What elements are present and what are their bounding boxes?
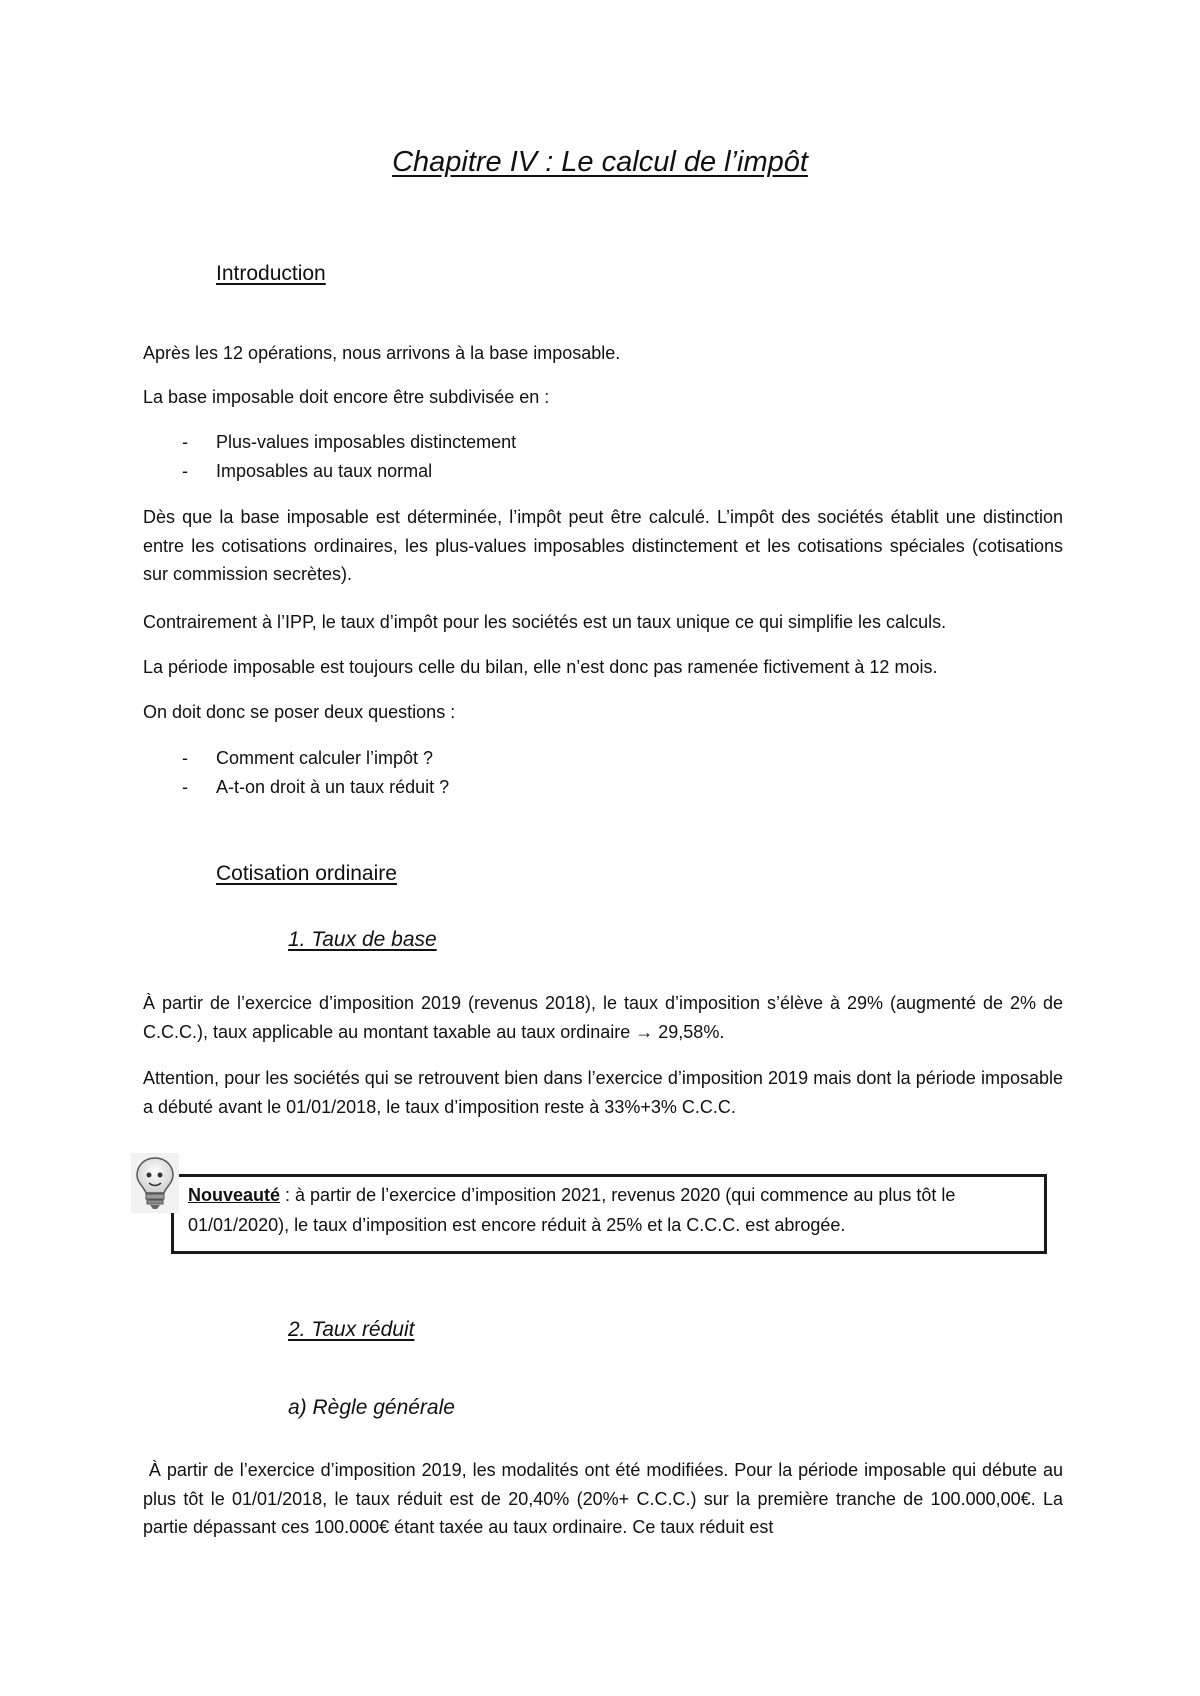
heading-cotisation-ordinaire: Cotisation ordinaire (216, 862, 397, 885)
list-dash: - (182, 748, 188, 768)
list-dash: - (182, 777, 188, 797)
list-item (182, 428, 516, 456)
intro-paragraph-1: Après les 12 opérations, nous arrivons à la base imposable. (143, 343, 621, 363)
notice-text (188, 1180, 1036, 1240)
intro-paragraph-4: Contrairement à l’IPP, le taux d’impôt pour les sociétés est un taux unique ce qui simplifie les calculs. (143, 612, 947, 632)
notice-body: : à partir de l’exercice d’imposition 2021, revenus 2020 (qui commence au plus tôt le 01/01/2020), le taux d’imposition est encore réduit à 25% et la C.C.C. est abrogée. (188, 1185, 956, 1235)
list-dash: - (182, 432, 188, 452)
intro-paragraph-3: Dès que la base imposable est déterminée, l’impôt peut être calculé. L’impôt des sociétés établit une distinction entre les cotisations ordinaires, les plus-values imposables distinctement et les cotisations spéciales (cotisations sur commission secrètes). (143, 507, 1063, 584)
intro-paragraph-5: La période imposable est toujours celle du bilan, elle n’est donc pas ramenée fictivement à 12 mois. (143, 657, 938, 677)
lightbulb-icon (131, 1153, 179, 1213)
page-title: Chapitre IV : Le calcul de l’impôt (392, 146, 808, 178)
list-item (182, 457, 432, 485)
heading-regle-generale: a) Règle générale (288, 1396, 455, 1419)
notice-label: Nouveauté (188, 1185, 281, 1205)
list-item (182, 773, 449, 801)
list-item (182, 744, 433, 772)
intro-paragraph-2: La base imposable doit encore être subdivisée en : (143, 387, 550, 407)
list-item-text: A-t-on droit à un taux réduit ? (216, 777, 450, 797)
taux-base-paragraph-1: À partir de l’exercice d’imposition 2019 (revenus 2018), le taux d’imposition s’élève à 29% (augmenté de 2% de C.C.C.), taux applicable au montant taxable au taux ordinaire → 29,58%. (143, 993, 1063, 1042)
taux-reduit-paragraph-1: À partir de l’exercice d’imposition 2019, les modalités ont été modifiées. Pour la période imposable qui débute au plus tôt le 01/01/2018, le taux réduit est de 20,40% (20%+ C.C.C.) sur la première tranche de 100.000,00€. La partie dépassant ces 100.000€ étant taxée au taux ordinaire. Ce taux réduit est (143, 1460, 1069, 1537)
list-item-text: Comment calculer l’impôt ? (216, 748, 434, 768)
heading-taux-de-base: 1. Taux de base (288, 928, 437, 951)
list-dash: - (182, 461, 188, 481)
heading-introduction: Introduction (216, 262, 326, 285)
heading-taux-reduit: 2. Taux réduit (288, 1318, 415, 1341)
list-item-text: Plus-values imposables distinctement (216, 432, 517, 452)
taux-base-paragraph-2: Attention, pour les sociétés qui se retrouvent bien dans l’exercice d’imposition 2019 mais dont la période imposable a débuté avant le 01/01/2018, le taux d’imposition reste à 33%+3% C.C.C. (143, 1068, 1063, 1117)
list-item-text: Imposables au taux normal (216, 461, 433, 481)
intro-paragraph-6: On doit donc se poser deux questions : (143, 702, 456, 722)
